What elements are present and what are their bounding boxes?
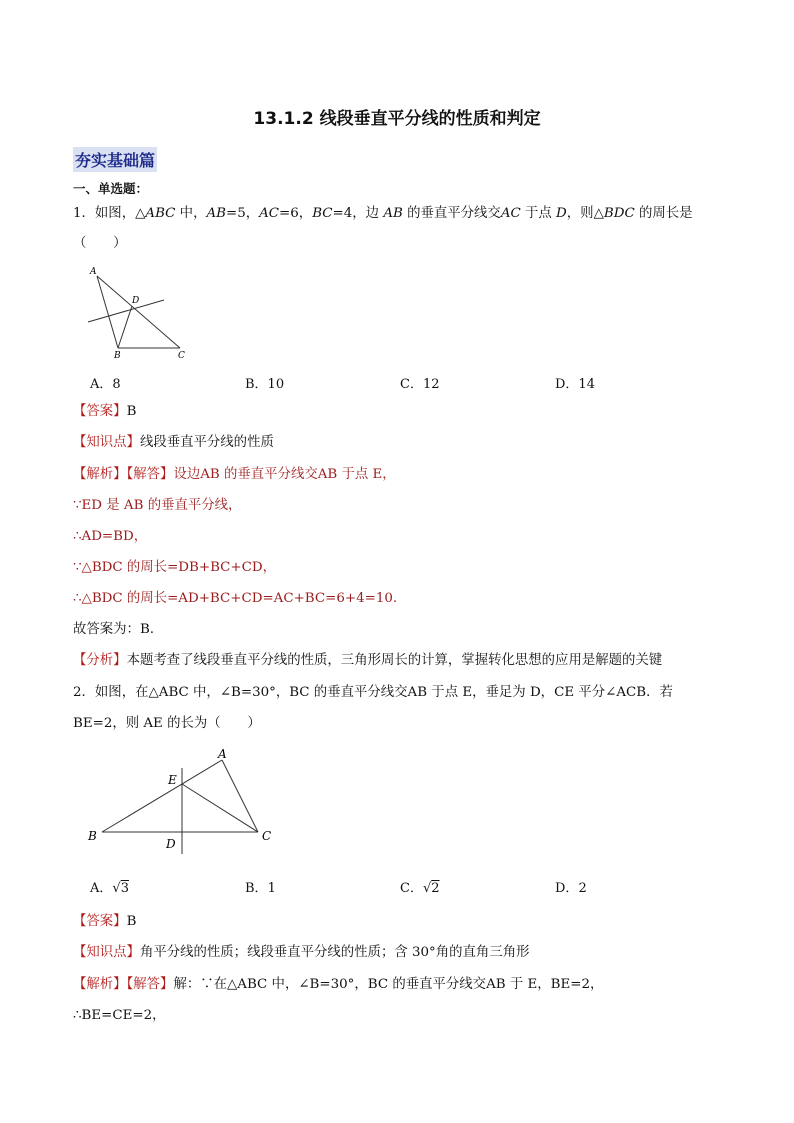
q2-label-c: C [262, 829, 272, 843]
q2-label-e: E [168, 773, 177, 787]
q1-analysis-line-5: ∴△BDC 的周长=AD+BC+CD=AC+BC=6+4=10. [73, 591, 398, 606]
q1-label-d: D [132, 296, 140, 306]
q2-option-b[interactable]: B．1 [245, 881, 276, 896]
subsection-heading: 一、单选题： [73, 181, 149, 196]
sqrt-icon: √ [112, 881, 121, 896]
q2-label-a: A [218, 747, 227, 761]
q2-analysis: 【解析】【解答】解：∵在△ABC 中，∠B=30°，BC 的垂直平分线交AB 于 E，BE=2， [73, 977, 604, 992]
q1-segment-ab [97, 276, 118, 348]
q1-option-b[interactable]: B．10 [245, 377, 285, 392]
q1-label-a: A [90, 267, 97, 277]
q1-option-c[interactable]: C．12 [400, 377, 440, 392]
q2-option-a[interactable]: A．√3 [90, 881, 129, 896]
q2-segment-ec [182, 784, 258, 832]
q2-label-d: D [166, 837, 176, 851]
q1-knowledge: 【知识点】线段垂直平分线的性质 [73, 435, 274, 450]
q2-option-d[interactable]: D．2 [555, 881, 587, 896]
q1-analysis-line-2: ∵ED 是 AB 的垂直平分线， [73, 498, 242, 513]
q1-option-a[interactable]: A．8 [90, 377, 121, 392]
q1-perpendicular-bisector [88, 300, 164, 322]
q2-knowledge: 【知识点】角平分线的性质；线段垂直平分线的性质；含 30°角的直角三角形 [73, 945, 530, 960]
q1-stem: 1．如图，△ABC 中，AB=5，AC=6，BC=4，边 AB 的垂直平分线交AC 于点 D，则△BDC 的周长是 [73, 206, 693, 221]
q2-figure [84, 742, 279, 854]
q1-label-b: B [114, 351, 121, 361]
q2-answer: 【答案】B [73, 914, 137, 929]
sqrt-icon: √ [422, 881, 432, 896]
q1-option-d[interactable]: D．14 [555, 377, 595, 392]
q1-number: 1．如图， [73, 206, 136, 221]
q2-stem-line-1: 2．如图，在△ABC 中，∠B=30°，BC 的垂直平分线交AB 于点 E，垂足为 D，CE 平分∠ACB．若 [73, 685, 673, 700]
section-heading: 夯实基础篇 [73, 147, 157, 172]
q2-segment-ba [102, 760, 222, 832]
page-title: 13.1.2 线段垂直平分线的性质和判定 [253, 109, 541, 129]
q1-segment-ac [97, 276, 180, 348]
q1-conclusion: 故答案为：B. [73, 622, 155, 637]
q1-figure [80, 262, 195, 362]
q1-analysis: 【解析】【解答】设边AB 的垂直平分线交AB 于点 E， [73, 467, 396, 482]
q1-fenxi: 【分析】本题考查了线段垂直平分线的性质，三角形周长的计算，掌握转化思想的应用是解题的关键 [73, 653, 663, 668]
q1-analysis-line-4: ∵△BDC 的周长=DB+BC+CD， [73, 560, 277, 575]
q2-stem-line-2: BE=2，则 AE 的长为（ ） [73, 716, 261, 731]
q2-label-b: B [88, 829, 97, 843]
q1-analysis-line-3: ∴AD=BD， [73, 529, 148, 544]
q2-analysis-line-2: ∴BE=CE=2， [73, 1008, 166, 1023]
q1-label-c: C [178, 351, 185, 361]
q1-answer-paren: （ ） [73, 236, 127, 251]
q2-option-c[interactable]: C．√2 [400, 881, 440, 896]
q1-answer: 【答案】B [73, 404, 137, 419]
